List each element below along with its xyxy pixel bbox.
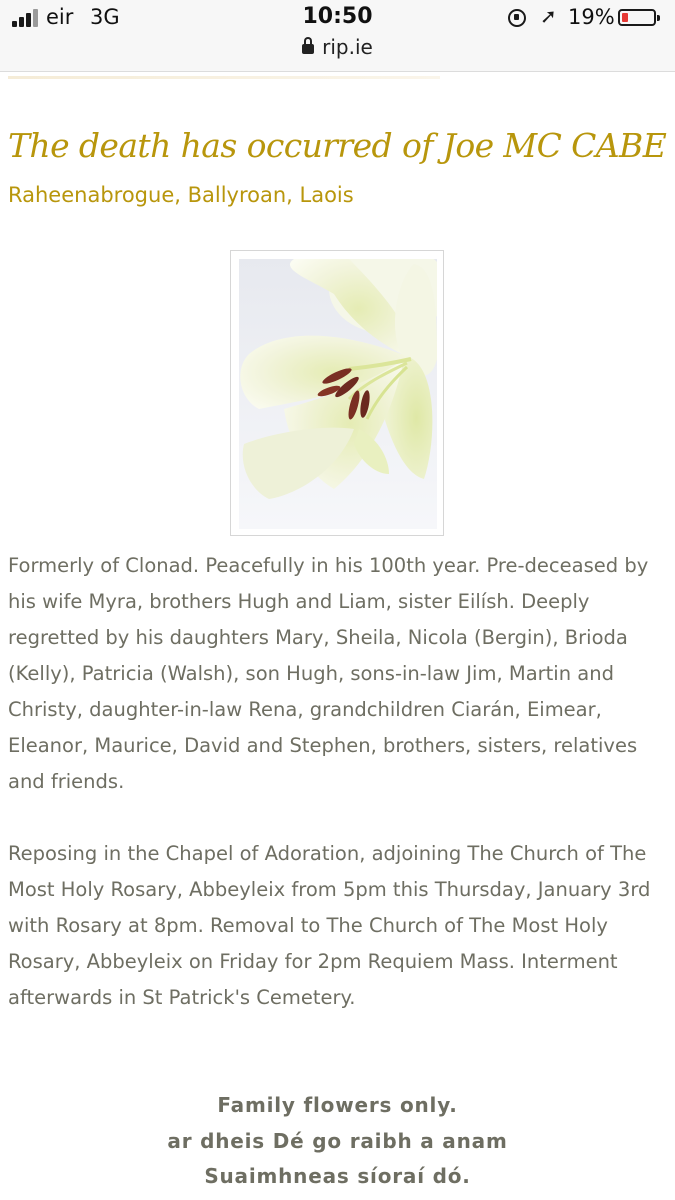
status-time: 10:50 bbox=[302, 4, 373, 29]
header-divider bbox=[8, 76, 440, 79]
closing-line-eternal-peace: Suaimhneas síoraí dó. bbox=[204, 1164, 471, 1188]
rotation-lock-icon bbox=[508, 9, 526, 27]
closing-message bbox=[0, 1088, 675, 1195]
lily-flower-image bbox=[239, 259, 437, 529]
deceased-location: Raheenabrogue, Ballyroan, Laois bbox=[8, 183, 354, 207]
closing-line-irish-blessing: ar dheis Dé go raibh a anam bbox=[167, 1128, 508, 1153]
closing-line-flowers: Family flowers only. bbox=[217, 1093, 458, 1117]
battery-icon bbox=[618, 9, 656, 26]
network-type: 3G bbox=[90, 5, 120, 29]
page-title: The death has occurred of Joe MC CABE bbox=[8, 126, 667, 165]
notice-paragraph-arrangements: Reposing in the Chapel of Adoration, adjoining The Church of The Most Holy Rosary, Abbeyleix from 5pm this Thursday, January 3rd with Rosary at 8pm. Removal to The Church of The Most Holy Rosary, Abbeyleix on Friday for 2pm Requiem Mass. Interment afterwards in St Patrick's Cemetery. bbox=[8, 842, 651, 1009]
lock-icon bbox=[302, 44, 314, 54]
status-bar bbox=[0, 0, 675, 72]
page-url: rip.ie bbox=[322, 35, 373, 59]
battery-percentage: 19% bbox=[568, 5, 615, 29]
carrier-name: eir bbox=[46, 5, 74, 29]
lily-photo bbox=[230, 250, 444, 536]
battery-level-fill bbox=[622, 13, 628, 22]
notice-paragraph-details: Formerly of Clonad. Peacefully in his 100th year. Pre-deceased by his wife Myra, brothers Hugh and Liam, sister Eilísh. Deeply regretted by his daughters Mary, Sheila, Nicola (Bergin), Brioda (Kelly), Patricia (Walsh), son Hugh, sons-in-law Jim, Martin and Christy, daughter-in-law Rena, grandchildren Ciarán, Eimear, Eleanor, Maurice, David and Stephen, brothers, sisters, relatives and friends. bbox=[8, 554, 649, 793]
location-arrow-icon: ➚ bbox=[540, 4, 557, 28]
address-bar[interactable] bbox=[0, 35, 675, 59]
